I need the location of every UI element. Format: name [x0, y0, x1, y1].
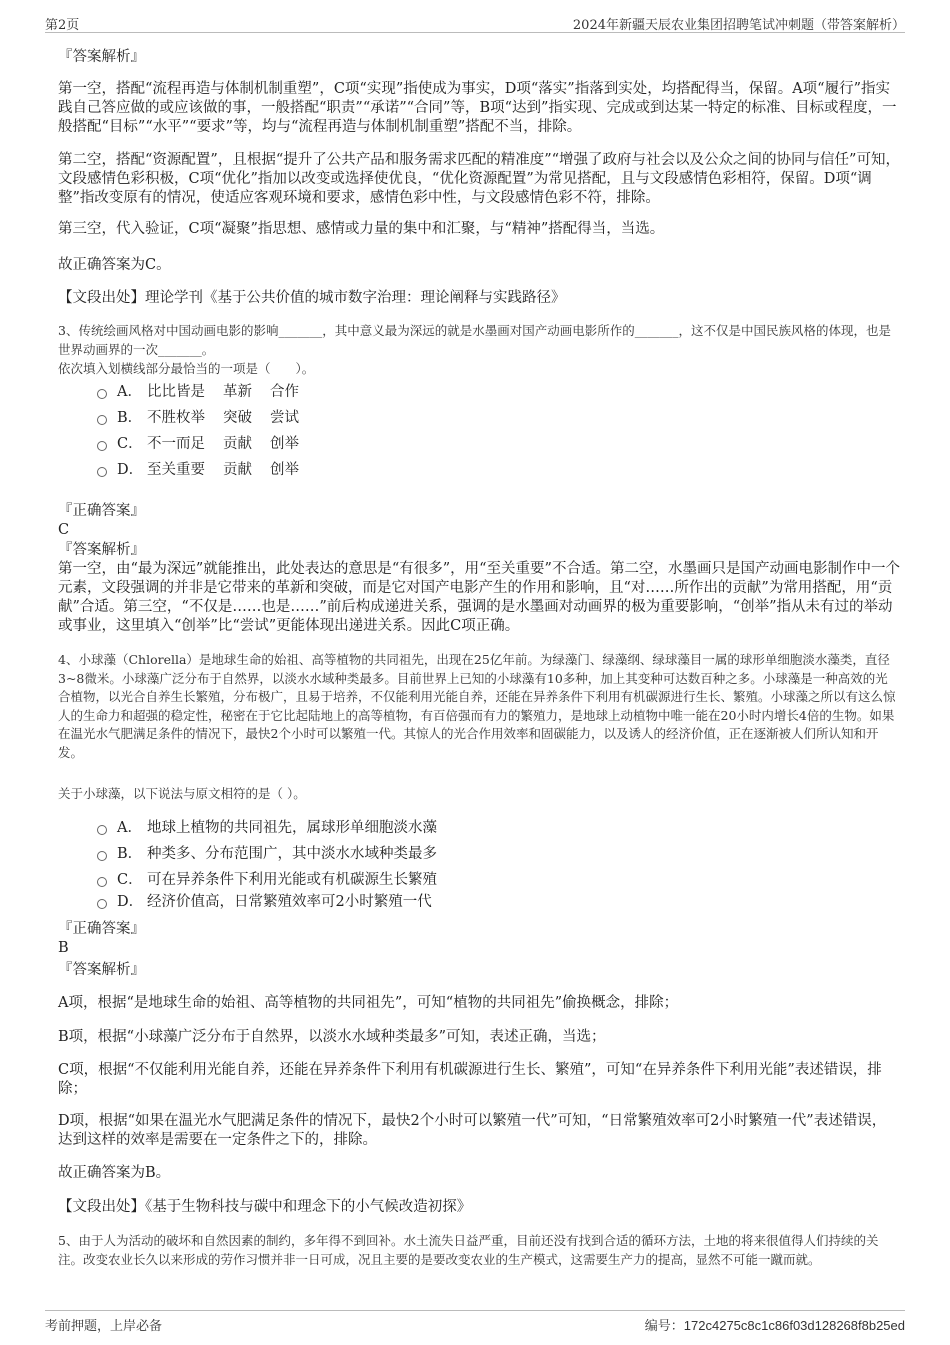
- q4-option-d[interactable]: D． 经济价值高，日常繁殖效率可2小时繁殖一代: [97, 892, 432, 912]
- q3-analysis-label: 『答案解析』: [58, 542, 145, 558]
- radio-icon[interactable]: [97, 899, 107, 909]
- q4-option-c[interactable]: C． 可在异养条件下利用光能或有机碳源生长繁殖: [97, 870, 437, 890]
- q3-analysis: 第一空，由“最为深远”就能推出，此处表达的意思是“有很多”，用“至关重要”不合适。第二空，水墨画只是国产动画电影制作中一个元素，文段强调的并非是它带来的革新和突破，而是它对国产电影产生的作用和影响，且“对……所作出的贡献”为常用搭配，用“贡献”合适。第三空，“不仅是……也是……”前后构成递进关系，强调的是水墨画对动画界的极为重要影响，“创举”指从未有过的举动或事业，这里填入“创举”比“尝试”更能体现出递进关系。因此C项正确。: [58, 561, 900, 634]
- page-header: [45, 12, 905, 33]
- q3-answer: C: [58, 522, 70, 538]
- q3-prompt: 依次填入划横线部分最恰当的一项是（ ）。: [58, 361, 315, 376]
- q2-analysis-para2: 第二空，搭配“资源配置”，且根据“提升了公共产品和服务需求匹配的精准度”“增强了政府与社会以及公众之间的协同与信任”可知，文段感情色彩积极，C项“优化”指加以改变或选择使优良，“优化资源配置”为常见搭配，且与文段感情色彩相符，保留。D项“调整”指改变原有的情况，使适应客观环境和要求，感情色彩中性，与文段感情色彩不符，排除。: [58, 152, 900, 206]
- q4-answer: B: [58, 940, 69, 956]
- q3-option-c[interactable]: C． 不一而足 贡献 创举: [97, 434, 317, 454]
- q4-analysis-b: B项，根据“小球藻广泛分布于自然界，以淡水水域种类最多”可知，表述正确，当选；: [58, 1029, 606, 1045]
- footer-slogan: 考前押题，上岸必备: [45, 1319, 163, 1334]
- q2-analysis-para1: 第一空，搭配“流程再造与体制机制重塑”，C项“实现”指使成为事实，D项“落实”指落到实处，均搭配得当，保留。A项“履行”指实践自己答应做的或应该做的事，一般搭配“职责”“承诺”“合同”等，B项“达到”指实现、完成或到达某一特定的标准、目标或程度，一般搭配“目标”“水平”“要求”等，均与“流程再造与体制机制重塑”搭配不当，排除。: [58, 81, 897, 135]
- q4-analysis-label: 『答案解析』: [58, 962, 145, 978]
- q3-option-d[interactable]: D． 至关重要 贡献 创举: [97, 460, 317, 480]
- q2-analysis-para3: 第三空，代入验证，C项“凝聚”指思想、感情或力量的集中和汇聚，与“精神”搭配得当，当选。: [58, 221, 665, 237]
- q2-conclusion: 故正确答案为C。: [58, 257, 171, 273]
- q4-source: 【文段出处】《基于生物科技与碳中和理念下的小气候改造初探》: [58, 1199, 472, 1215]
- q4-option-a[interactable]: A． 地球上植物的共同祖先，属球形单细胞淡水藻: [97, 818, 437, 838]
- q5-stem: 5、由于人为活动的破坏和自然因素的制约，多年得不到回补。水土流失日益严重，目前还没有找到合适的循环方法，土地的将来很值得人们持续的关注。改变农业长久以来形成的劳作习惯并非一日可成，况且主要的是要改变农业的生产模式，这需要生产力的提高，显然不可能一蹴而就。: [58, 1233, 879, 1267]
- footer-code-value: 172c4275c8c1c86f03d128268f8b25ed: [683, 1318, 905, 1333]
- q4-prompt: 关于小球藻，以下说法与原文相符的是（ ）。: [58, 786, 306, 801]
- page-footer: [45, 1310, 905, 1335]
- q3-option-b[interactable]: B． 不胜枚举 突破 尝试: [97, 408, 317, 428]
- q2-source: 【文段出处】理论学刊《基于公共价值的城市数字治理：理论阐释与实践路径》: [58, 290, 566, 306]
- footer-code-label: 编号：: [644, 1319, 684, 1334]
- radio-icon[interactable]: [97, 467, 107, 477]
- radio-icon[interactable]: [97, 877, 107, 887]
- radio-icon[interactable]: [97, 851, 107, 861]
- document-title: 2024年新疆天辰农业集团招聘笔试冲刺题（带答案解析）: [572, 18, 905, 33]
- q2-analysis-label: 『答案解析』: [58, 49, 145, 65]
- q3-answer-label: 『正确答案』: [58, 503, 145, 519]
- radio-icon[interactable]: [97, 415, 107, 425]
- q4-answer-label: 『正确答案』: [58, 921, 145, 937]
- q4-passage: 4、小球藻（Chlorella）是地球生命的始祖、高等植物的共同祖先，出现在25亿年前。为绿藻门、绿藻纲、绿球藻目一属的球形单细胞淡水藻类，直径3~8微米。小球藻广泛分布于自然界，以淡水水域种类最多。目前世界上已知的小球藻有10多种，加上其变种可达数百种之多。小球藻是一种高效的光合植物，以光合自养生长繁殖，分布极广，且易于培养，不仅能利用光能自养，还能在异养条件下利用有机碳源进行生长、繁殖。小球藻之所以有这么惊人的生命力和超强的稳定性，秘密在于它比起陆地上的高等植物，有百倍强而有力的繁殖力，是地球上动植物中唯一能在20小时内增长4倍的生物。如果在温光水气肥满足条件的情况下，最快2个小时可以繁殖一代。其惊人的光合作用效率和固碳能力，以及诱人的经济价值，正在逐渐被人们所认知和开发。: [58, 652, 896, 760]
- page-number: 第2页: [45, 18, 80, 33]
- q4-analysis-c: C项，根据“不仅能利用光能自养，还能在异养条件下利用有机碳源进行生长、繁殖”，可知“在异养条件下利用光能”表述错误，排除；: [58, 1062, 882, 1097]
- q4-analysis-d: D项，根据“如果在温光水气肥满足条件的情况下，最快2个小时可以繁殖一代”可知，“日常繁殖效率可2小时繁殖一代”表述错误，达到这样的效率是需要在一定条件之下的，排除。: [58, 1113, 887, 1148]
- q4-option-b[interactable]: B． 种类多、分布范围广，其中淡水水域种类最多: [97, 844, 437, 864]
- radio-icon[interactable]: [97, 441, 107, 451]
- footer-code: [645, 1315, 905, 1334]
- q4-conclusion: 故正确答案为B。: [58, 1165, 171, 1181]
- q3-option-a[interactable]: A． 比比皆是 革新 合作: [97, 382, 317, 402]
- radio-icon[interactable]: [97, 389, 107, 399]
- q3-stem: 3、传统绘画风格对中国动画电影的影响_______，其中意义最为深远的就是水墨画对国产动画电影所作的_______，这不仅是中国民族风格的体现，也是世界动画界的一次_______。: [58, 323, 891, 357]
- radio-icon[interactable]: [97, 825, 107, 835]
- q4-analysis-a: A项，根据“是地球生命的始祖、高等植物的共同祖先”，可知“植物的共同祖先”偷换概念，排除；: [58, 995, 679, 1011]
